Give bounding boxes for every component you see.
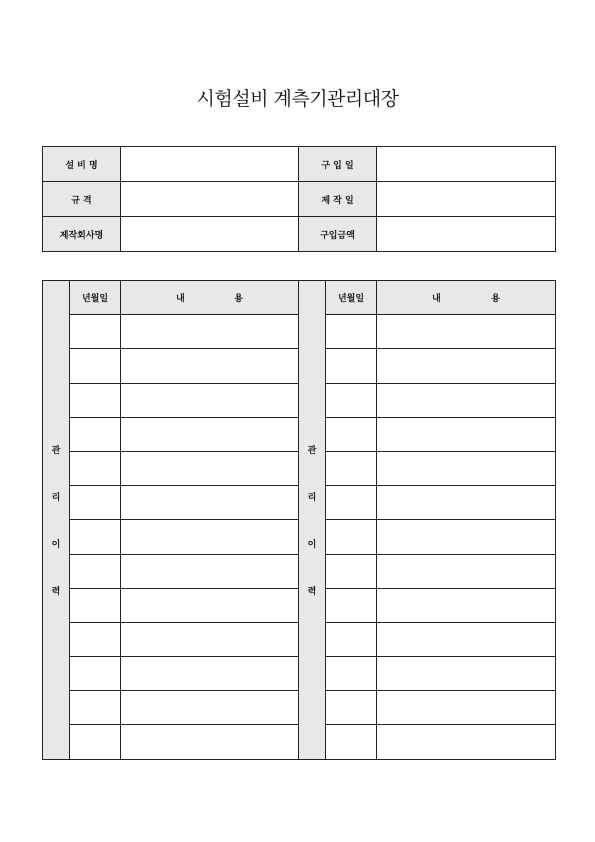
left-content-cell[interactable] xyxy=(121,520,299,554)
right-content-cell[interactable] xyxy=(377,588,556,622)
right-content-cell[interactable] xyxy=(377,622,556,656)
right-content-cell[interactable] xyxy=(377,383,556,417)
right-content-cell[interactable] xyxy=(377,349,556,383)
side-label-char: 관 xyxy=(51,445,61,456)
equipment-name-field[interactable] xyxy=(121,147,299,182)
right-date-cell[interactable] xyxy=(326,349,377,383)
equipment-name-label: 설 비 명 xyxy=(43,147,121,182)
content-header-left: 내 xyxy=(432,294,441,305)
side-label-char: 력 xyxy=(51,586,61,597)
left-date-cell[interactable] xyxy=(70,315,121,349)
purchase-price-field[interactable] xyxy=(377,217,556,252)
right-content-header xyxy=(377,281,556,315)
right-content-cell[interactable] xyxy=(377,657,556,691)
manufacturer-field[interactable] xyxy=(121,217,299,252)
history-header-row xyxy=(43,281,556,315)
left-date-cell[interactable] xyxy=(70,383,121,417)
equipment-info-table xyxy=(42,146,556,252)
left-content-cell[interactable] xyxy=(121,349,299,383)
left-date-cell[interactable] xyxy=(70,417,121,451)
right-content-cell[interactable] xyxy=(377,691,556,725)
left-date-cell[interactable] xyxy=(70,691,121,725)
page-title: 시험설비 계측기관리대장 xyxy=(196,88,399,110)
purchase-date-label: 구 입 일 xyxy=(299,147,377,182)
right-history-side-label xyxy=(299,281,326,760)
side-label-char: 리 xyxy=(307,492,317,503)
left-date-cell[interactable] xyxy=(70,725,121,759)
left-content-cell[interactable] xyxy=(121,554,299,588)
right-date-cell[interactable] xyxy=(326,486,377,520)
left-date-cell[interactable] xyxy=(70,486,121,520)
manufacture-date-field[interactable] xyxy=(377,182,556,217)
content-header-right: 용 xyxy=(234,294,243,305)
right-date-cell[interactable] xyxy=(326,451,377,485)
right-content-cell[interactable] xyxy=(377,486,556,520)
manufacture-date-label: 제 작 일 xyxy=(299,182,377,217)
spec-field[interactable] xyxy=(121,182,299,217)
left-date-cell[interactable] xyxy=(70,554,121,588)
left-content-cell[interactable] xyxy=(121,451,299,485)
right-date-cell[interactable] xyxy=(326,691,377,725)
right-date-cell[interactable] xyxy=(326,725,377,759)
left-content-cell[interactable] xyxy=(121,315,299,349)
right-date-cell[interactable] xyxy=(326,417,377,451)
content-header-right: 용 xyxy=(491,294,500,305)
left-date-cell[interactable] xyxy=(70,520,121,554)
left-content-cell[interactable] xyxy=(121,417,299,451)
spec-label: 규 격 xyxy=(43,182,121,217)
side-label-char: 이 xyxy=(307,539,317,550)
left-date-cell[interactable] xyxy=(70,349,121,383)
right-date-cell[interactable] xyxy=(326,520,377,554)
left-content-cell[interactable] xyxy=(121,622,299,656)
left-content-cell[interactable] xyxy=(121,725,299,759)
left-content-header xyxy=(121,281,299,315)
right-content-cell[interactable] xyxy=(377,315,556,349)
side-label-char: 리 xyxy=(51,492,61,503)
side-label-char: 관 xyxy=(307,445,317,456)
manufacturer-label: 제작회사명 xyxy=(43,217,121,252)
left-history-side-label xyxy=(43,281,70,760)
left-date-header: 년월일 xyxy=(70,281,121,315)
left-date-cell[interactable] xyxy=(70,657,121,691)
right-date-cell[interactable] xyxy=(326,315,377,349)
purchase-date-field[interactable] xyxy=(377,147,556,182)
right-date-header: 년월일 xyxy=(326,281,377,315)
management-history-table xyxy=(42,280,556,760)
left-content-cell[interactable] xyxy=(121,691,299,725)
purchase-price-label: 구입금액 xyxy=(299,217,377,252)
left-content-cell[interactable] xyxy=(121,657,299,691)
right-date-cell[interactable] xyxy=(326,383,377,417)
right-date-cell[interactable] xyxy=(326,588,377,622)
right-date-cell[interactable] xyxy=(326,622,377,656)
right-content-cell[interactable] xyxy=(377,520,556,554)
side-label-char: 이 xyxy=(51,539,61,550)
left-date-cell[interactable] xyxy=(70,622,121,656)
right-date-cell[interactable] xyxy=(326,657,377,691)
right-content-cell[interactable] xyxy=(377,554,556,588)
right-content-cell[interactable] xyxy=(377,451,556,485)
right-content-cell[interactable] xyxy=(377,417,556,451)
left-content-cell[interactable] xyxy=(121,588,299,622)
left-content-cell[interactable] xyxy=(121,486,299,520)
left-date-cell[interactable] xyxy=(70,588,121,622)
side-label-char: 력 xyxy=(307,586,317,597)
content-header-left: 내 xyxy=(176,294,185,305)
right-date-cell[interactable] xyxy=(326,554,377,588)
right-content-cell[interactable] xyxy=(377,725,556,759)
left-date-cell[interactable] xyxy=(70,451,121,485)
left-content-cell[interactable] xyxy=(121,383,299,417)
